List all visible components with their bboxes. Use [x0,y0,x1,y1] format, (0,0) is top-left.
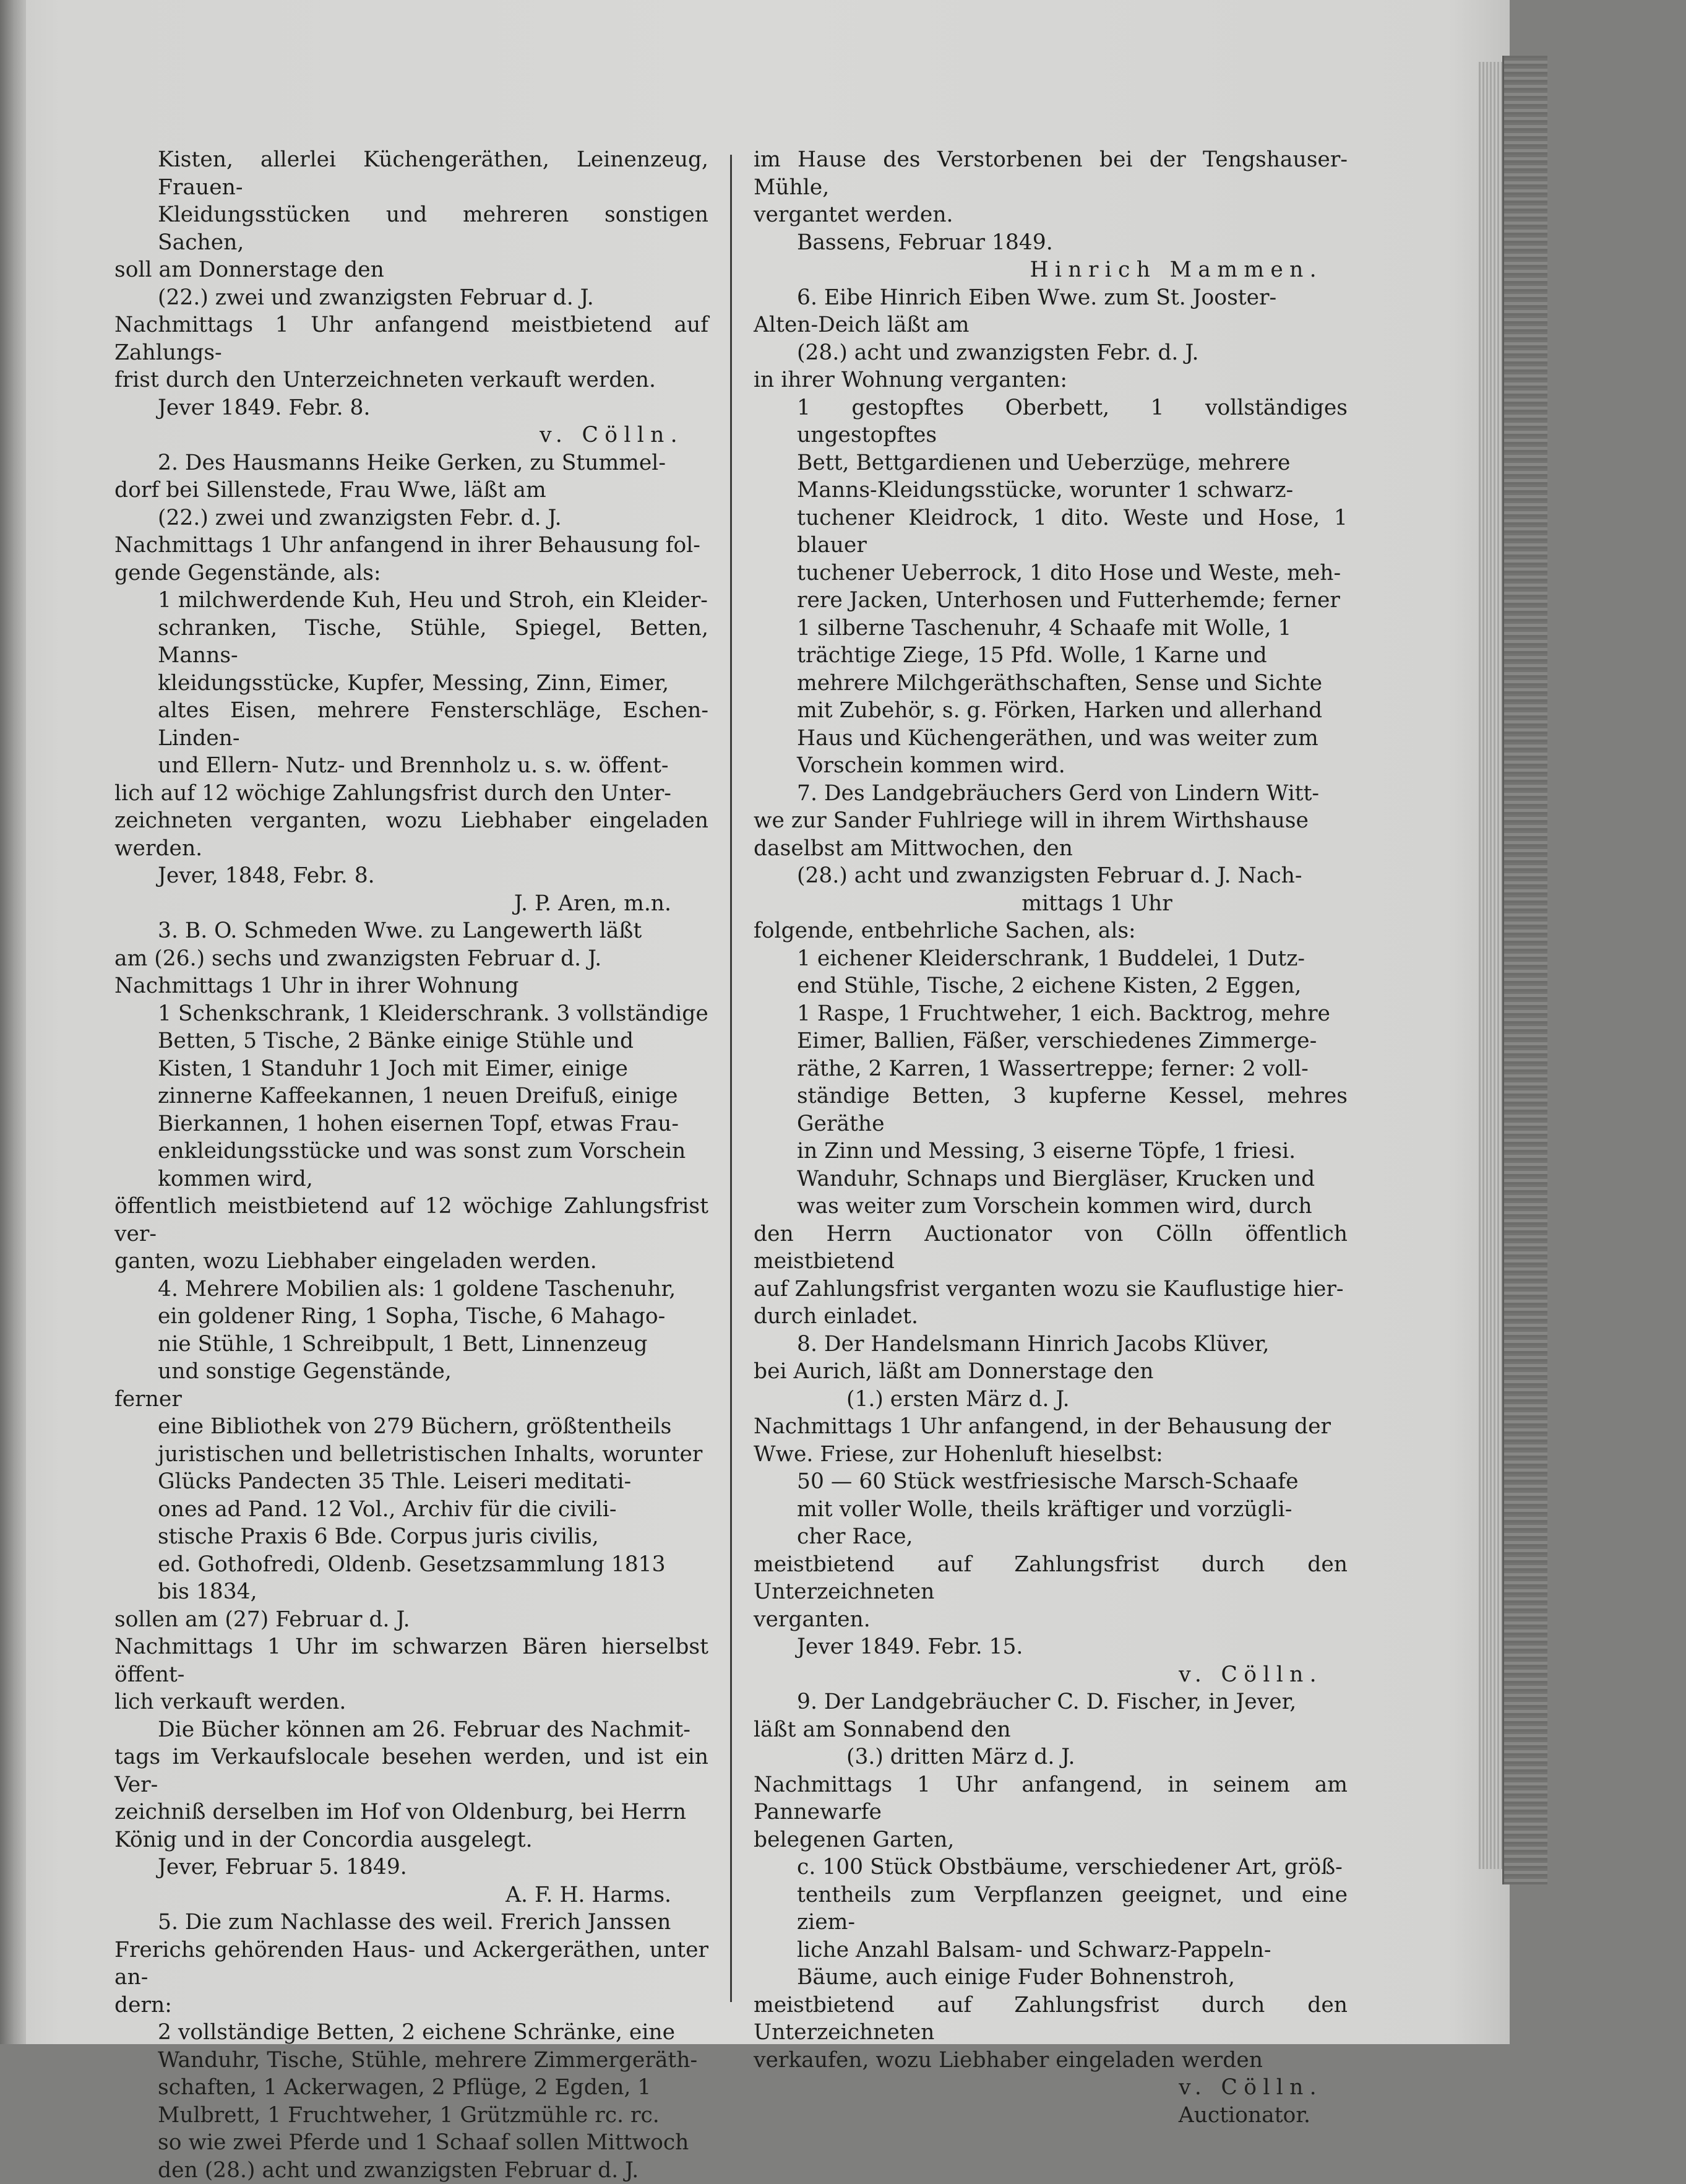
text-line: juristischen und belletristischen Inhalts, worunter [114,1441,708,1469]
text-line: c. 100 Stück Obstbäume, verschiedener Art, größ- [754,1854,1348,1881]
text-line: v. Cölln. [754,2074,1348,2102]
text-line: cher Race, [754,1523,1348,1551]
text-line: Vorschein kommen wird. [754,752,1348,780]
text-line: tags im Verkaufslocale besehen werden, und ist ein Ver- [114,1743,708,1798]
text-line: ganten, wozu Liebhaber eingeladen werden. [114,1248,708,1275]
text-line: kleidungsstücke, Kupfer, Messing, Zinn, Eimer, [114,670,708,697]
text-line: König und in der Concordia ausgelegt. [114,1826,708,1854]
text-line: in Zinn und Messing, 3 eiserne Töpfe, 1 friesi. [754,1137,1348,1165]
text-line: zeichniß derselben im Hof von Oldenburg, bei Herrn [114,1798,708,1826]
text-line: tuchener Kleidrock, 1 dito. Weste und Hose, 1 blauer [754,504,1348,559]
text-line: 1 milchwerdende Kuh, Heu und Stroh, ein Kleider- [114,587,708,615]
text-line: mehrere Milchgeräthschaften, Sense und Sichte [754,670,1348,697]
text-line: ferner [114,1386,708,1414]
text-line: meistbietend auf Zahlungsfrist durch den Unterzeichneten [754,1551,1348,1606]
text-line: Jever 1849. Febr. 8. [114,394,708,422]
text-line: Manns-Kleidungsstücke, worunter 1 schwarz- [754,477,1348,504]
column-divider-rule [730,155,732,2002]
text-line: zeichneten verganten, wozu Liebhaber eingeladen werden. [114,807,708,862]
text-line: daselbst am Mittwochen, den [754,835,1348,863]
text-line: und sonstige Gegenstände, [114,1358,708,1386]
text-line: im Hause des Verstorbenen bei der Tengshauser-Mühle, [754,146,1348,201]
text-line: (22.) zwei und zwanzigsten Febr. d. J. [114,504,708,532]
text-line: Auctionator. [754,2102,1348,2130]
text-line: schaften, 1 Ackerwagen, 2 Pflüge, 2 Egden, 1 [114,2074,708,2102]
text-line: liche Anzahl Balsam- und Schwarz-Pappeln- [754,1936,1348,1964]
text-line: (28.) acht und zwanzigsten Februar d. J. Nach- [754,862,1348,890]
text-line: Glücks Pandecten 35 Thle. Leiseri meditati- [114,1468,708,1496]
text-line: Kisten, 1 Standuhr 1 Joch mit Eimer, einige [114,1055,708,1083]
text-line: durch einladet. [754,1303,1348,1331]
text-line: Die Bücher können am 26. Februar des Nachmit- [114,1716,708,1744]
text-line: Haus und Küchengeräthen, und was weiter zum [754,725,1348,753]
text-line: 1 silberne Taschenuhr, 4 Schaafe mit Wolle, 1 [754,615,1348,642]
text-line: Bäume, auch einige Fuder Bohnenstroh, [754,1964,1348,1992]
text-line: 50 — 60 Stück westfriesische Marsch-Schaafe [754,1468,1348,1496]
text-line: eine Bibliothek von 279 Büchern, größtentheils [114,1413,708,1441]
text-line: ones ad Pand. 12 Vol., Archiv für die civili- [114,1496,708,1524]
text-line: Wanduhr, Tische, Stühle, mehrere Zimmergeräth- [114,2047,708,2074]
text-line: was weiter zum Vorschein kommen wird, durch [754,1193,1348,1220]
text-line: Mulbrett, 1 Fruchtweher, 1 Grützmühle rc. rc. [114,2102,708,2130]
text-line: Bassens, Februar 1849. [754,229,1348,257]
text-line: Hinrich Mammen. [754,256,1348,284]
text-line: kommen wird, [114,1165,708,1193]
text-line: v. Cölln. [114,421,708,449]
text-line: am (26.) sechs und zwanzigsten Februar d. J. [114,945,708,973]
text-line: Alten-Deich läßt am [754,311,1348,339]
text-line: lich auf 12 wöchige Zahlungsfrist durch den Unter- [114,780,708,808]
text-line: Wwe. Friese, zur Hohenluft hieselbst: [754,1441,1348,1469]
text-line: verkaufen, wozu Liebhaber eingeladen werden [754,2047,1348,2074]
text-line: Nachmittags 1 Uhr anfangend in ihrer Behausung fol- [114,532,708,559]
text-line: so wie zwei Pferde und 1 Schaaf sollen Mittwoch [114,2129,708,2157]
text-line: Jever, 1848, Febr. 8. [114,862,708,890]
text-line: Frerichs gehörenden Haus- und Ackergeräthen, unter an- [114,1936,708,1992]
text-line: Bierkannen, 1 hohen eisernen Topf, etwas Frau- [114,1110,708,1138]
text-line: schranken, Tische, Stühle, Spiegel, Betten, Manns- [114,615,708,670]
text-line: 1 Raspe, 1 Fruchtweher, 1 eich. Backtrog, mehre [754,1000,1348,1028]
text-line: ed. Gothofredi, Oldenb. Gesetzsammlung 1813 [114,1551,708,1579]
text-line: Betten, 5 Tische, 2 Bänke einige Stühle und [114,1027,708,1055]
text-line: den Herrn Auctionator von Cölln öffentlich meistbietend [754,1220,1348,1275]
text-line: meistbietend auf Zahlungsfrist durch den Unterzeichneten [754,1992,1348,2047]
text-line: Nachmittags 1 Uhr im schwarzen Bären hierselbst öffent- [114,1633,708,1688]
text-line: 9. Der Landgebräucher C. D. Fischer, in Jever, [754,1688,1348,1716]
text-line: folgende, entbehrliche Sachen, als: [754,917,1348,945]
text-line: den (28.) acht und zwanzigsten Februar d. J. [114,2157,708,2184]
text-line: Bett, Bettgardienen und Ueberzüge, mehrere [754,449,1348,477]
text-line: bei Aurich, läßt am Donnerstage den [754,1358,1348,1386]
text-line: bis 1834, [114,1578,708,1606]
text-line: 1 Schenkschrank, 1 Kleiderschrank. 3 vollständige [114,1000,708,1028]
text-line: gende Gegenstände, als: [114,559,708,587]
text-line: Nachmittags 1 Uhr anfangend, in seinem am Pannewarfe [754,1771,1348,1826]
text-line: (22.) zwei und zwanzigsten Februar d. J. [114,284,708,312]
text-line: Nachmittags 1 Uhr anfangend, in der Behausung der [754,1413,1348,1441]
text-line: (3.) dritten März d. J. [754,1743,1348,1771]
text-line: dern: [114,1992,708,2019]
text-line: Kisten, allerlei Küchengeräthen, Leinenzeug, Frauen- [114,146,708,201]
text-line: A. F. H. Harms. [114,1881,708,1909]
text-line: end Stühle, Tische, 2 eichene Kisten, 2 Eggen, [754,972,1348,1000]
text-line: v. Cölln. [754,1661,1348,1689]
text-line: räthe, 2 Karren, 1 Wassertreppe; ferner: 2 voll- [754,1055,1348,1083]
text-line: 5. Die zum Nachlasse des weil. Frerich Janssen [114,1909,708,1936]
text-line: enkleidungsstücke und was sonst zum Vorschein [114,1137,708,1165]
text-line: öffentlich meistbietend auf 12 wöchige Zahlungsfrist ver- [114,1193,708,1248]
right-text-column [754,146,1348,2129]
text-line: frist durch den Unterzeichneten verkauft werden. [114,366,708,394]
text-line: Eimer, Ballien, Fäßer, verschiedenes Zimmerge- [754,1027,1348,1055]
text-line: J. P. Aren, m.n. [114,890,708,918]
text-line: sollen am (27) Februar d. J. [114,1606,708,1634]
book-spine-shadow [0,0,26,2044]
text-line: dorf bei Sillenstede, Frau Wwe, läßt am [114,477,708,504]
text-line: mit Zubehör, s. g. Förken, Harken und allerhand [754,697,1348,725]
text-line: mit voller Wolle, theils kräftiger und vorzügli- [754,1496,1348,1524]
text-line: Jever 1849. Febr. 15. [754,1633,1348,1661]
text-line: Nachmittags 1 Uhr anfangend meistbietend auf Zahlungs- [114,311,708,366]
text-line: ein goldener Ring, 1 Sopha, Tische, 6 Mahago- [114,1303,708,1331]
text-line: 4. Mehrere Mobilien als: 1 goldene Taschenuhr, [114,1275,708,1303]
text-line: we zur Sander Fuhlriege will in ihrem Wirthshause [754,807,1348,835]
text-line: nie Stühle, 1 Schreibpult, 1 Bett, Linnenzeug [114,1331,708,1358]
text-line: ständige Betten, 3 kupferne Kessel, mehres Geräthe [754,1082,1348,1137]
left-text-column [114,146,708,2184]
text-line: Kleidungsstücken und mehreren sonstigen Sachen, [114,201,708,256]
text-line: tentheils zum Verpflanzen geeignet, und eine ziem- [754,1881,1348,1936]
text-line: tuchener Ueberrock, 1 dito Hose und Weste, meh- [754,559,1348,587]
text-line: 8. Der Handelsmann Hinrich Jacobs Klüver, [754,1331,1348,1358]
text-line: zinnerne Kaffeekannen, 1 neuen Dreifuß, einige [114,1082,708,1110]
text-line: lich verkauft werden. [114,1688,708,1716]
text-line: 1 eichener Kleiderschrank, 1 Buddelei, 1 Dutz- [754,945,1348,973]
text-line: auf Zahlungsfrist verganten wozu sie Kauflustige hier- [754,1275,1348,1303]
text-line: und Ellern- Nutz- und Brennholz u. s. w. öffent- [114,752,708,780]
text-line: trächtige Ziege, 15 Pfd. Wolle, 1 Karne und [754,642,1348,670]
page-stack-edge [1479,62,1502,1869]
text-line: stische Praxis 6 Bde. Corpus juris civilis, [114,1523,708,1551]
text-line: (1.) ersten März d. J. [754,1386,1348,1414]
text-line: in ihrer Wohnung verganten: [754,366,1348,394]
text-line: 7. Des Landgebräuchers Gerd von Lindern Witt- [754,780,1348,808]
text-line: Wanduhr, Schnaps und Biergläser, Krucken und [754,1165,1348,1193]
text-line: belegenen Garten, [754,1826,1348,1854]
text-line: verganten. [754,1606,1348,1634]
text-line: altes Eisen, mehrere Fensterschläge, Eschen- Linden- [114,697,708,752]
text-line: 2 vollständige Betten, 2 eichene Schränke, eine [114,2019,708,2047]
text-line: läßt am Sonnabend den [754,1716,1348,1744]
text-line: 3. B. O. Schmeden Wwe. zu Langewerth läßt [114,917,708,945]
book-binding-edge [1502,56,1547,1884]
text-line: vergantet werden. [754,201,1348,229]
text-line: Nachmittags 1 Uhr in ihrer Wohnung [114,972,708,1000]
text-line: (28.) acht und zwanzigsten Febr. d. J. [754,339,1348,367]
text-line: rere Jacken, Unterhosen und Futterhemde; ferner [754,587,1348,615]
text-line: 1 gestopftes Oberbett, 1 vollständiges ungestopftes [754,394,1348,449]
text-line: mittags 1 Uhr [754,890,1348,918]
text-line: 2. Des Hausmanns Heike Gerken, zu Stummel- [114,449,708,477]
text-line: 6. Eibe Hinrich Eiben Wwe. zum St. Jooster- [754,284,1348,312]
text-line: Jever, Februar 5. 1849. [114,1854,708,1881]
text-line: soll am Donnerstage den [114,256,708,284]
